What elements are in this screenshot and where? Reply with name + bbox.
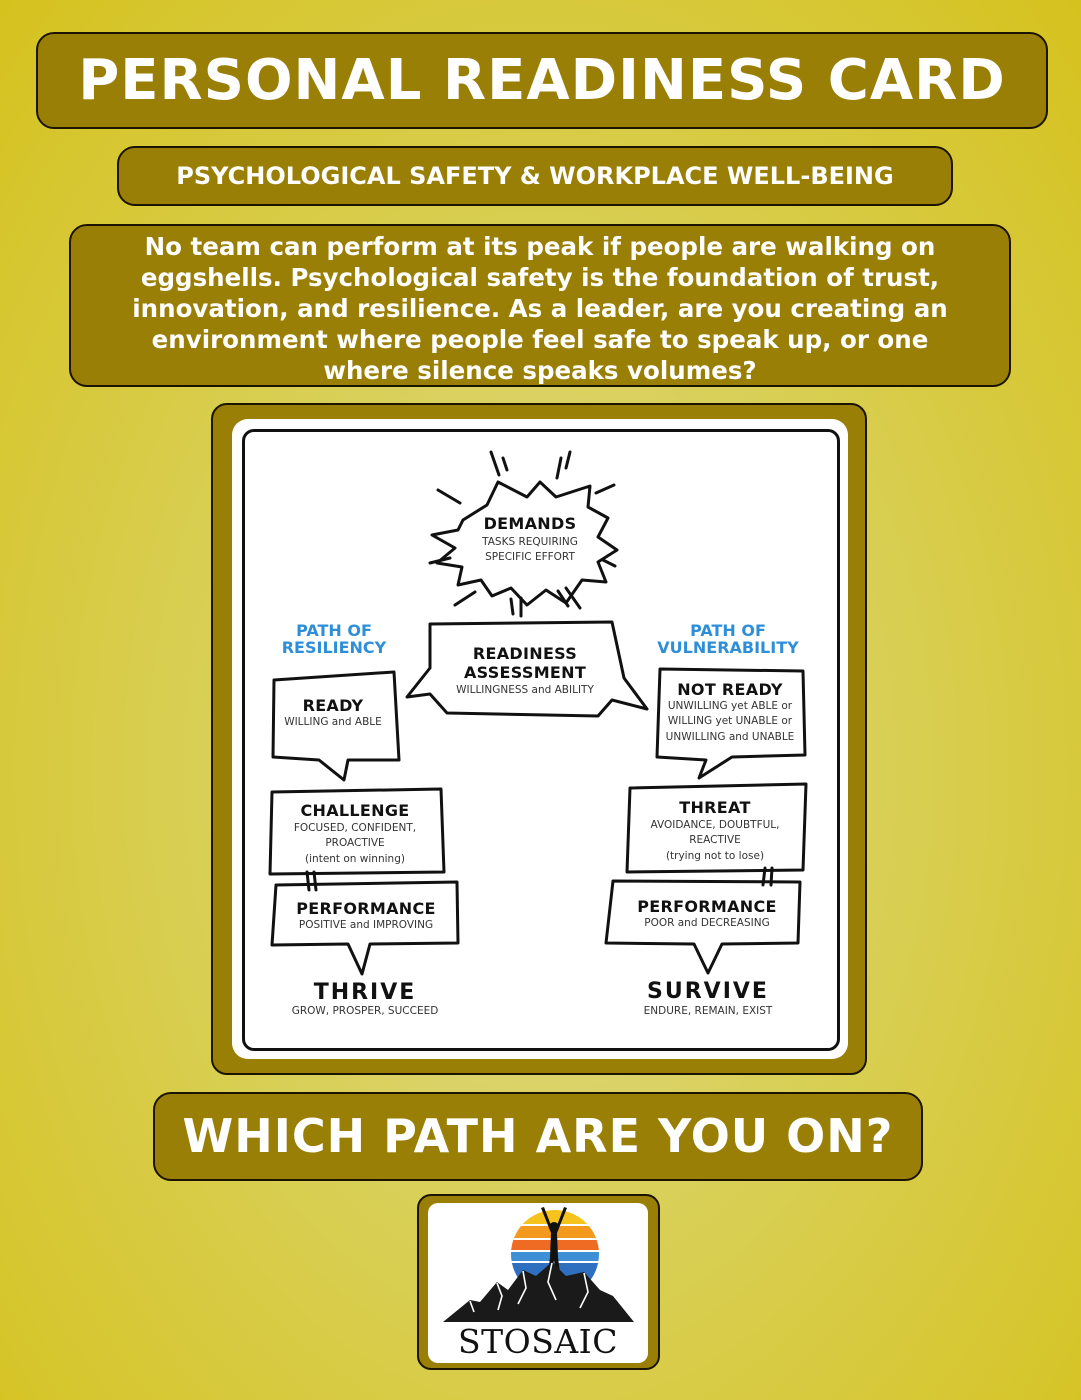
not-ready-line: UNWILLING and UNABLE	[665, 731, 795, 743]
page-subtitle: PSYCHOLOGICAL SAFETY & WORKPLACE WELL-BEING	[117, 146, 953, 206]
not-ready-title: NOT READY	[677, 680, 783, 699]
not-ready-line: UNWILLING yet ABLE or	[667, 700, 793, 712]
intro-line: innovation, and resilience. As a leader, are you creating an	[132, 294, 948, 323]
demands-line: SPECIFIC EFFORT	[485, 551, 575, 563]
left-path-heading: PATH OF	[296, 621, 372, 640]
threat-title: THREAT	[679, 798, 751, 817]
assessment-sub: WILLINGNESS and ABILITY	[456, 684, 594, 696]
ready-title: READY	[302, 696, 364, 715]
intro-line: eggshells. Psychological safety is the foundation of trust,	[140, 263, 940, 292]
ready-sub: WILLING and ABLE	[284, 716, 382, 728]
demands-line: TASKS REQUIRING	[482, 536, 578, 548]
challenge-line: PROACTIVE	[325, 837, 385, 849]
assessment-title: READINESS	[472, 644, 578, 663]
threat-line: REACTIVE	[689, 834, 741, 846]
page-title: PERSONAL READINESS CARD	[36, 32, 1048, 129]
assessment-title: ASSESSMENT	[463, 663, 587, 682]
demands-title: DEMANDS	[483, 514, 577, 533]
closing-question: WHICH PATH ARE YOU ON?	[153, 1092, 923, 1181]
left-performance-sub: POSITIVE and IMPROVING	[298, 919, 434, 931]
not-ready-line: WILLING yet UNABLE or	[667, 715, 793, 727]
right-path-heading: PATH OF	[690, 621, 766, 640]
right-performance-sub: POOR and DECREASING	[644, 917, 770, 929]
logo-wordmark: STOSAIC	[458, 1322, 618, 1361]
left-path-heading: RESILIENCY	[281, 638, 387, 657]
challenge-line: (intent on winning)	[305, 853, 405, 865]
survive-title: SURVIVE	[647, 979, 769, 1004]
sun-band	[505, 1208, 605, 1224]
thrive-sub: GROW, PROSPER, SUCCEED	[291, 1005, 439, 1017]
thrive-title: THRIVE	[313, 980, 417, 1005]
survive-sub: ENDURE, REMAIN, EXIST	[643, 1005, 773, 1017]
threat-line: (trying not to lose)	[665, 850, 765, 862]
threat-line: AVOIDANCE, DOUBTFUL,	[650, 819, 780, 831]
intro-line: environment where people feel safe to speak up, or one	[151, 325, 929, 354]
left-performance-title: PERFORMANCE	[296, 899, 436, 918]
challenge-title: CHALLENGE	[300, 801, 410, 820]
intro-line: where silence speaks volumes?	[323, 356, 757, 385]
right-performance-title: PERFORMANCE	[637, 897, 777, 916]
right-path-heading: VULNERABILITY	[657, 638, 799, 657]
challenge-line: FOCUSED, CONFIDENT,	[293, 822, 417, 834]
intro-line: No team can perform at its peak if people are walking on	[144, 232, 936, 261]
